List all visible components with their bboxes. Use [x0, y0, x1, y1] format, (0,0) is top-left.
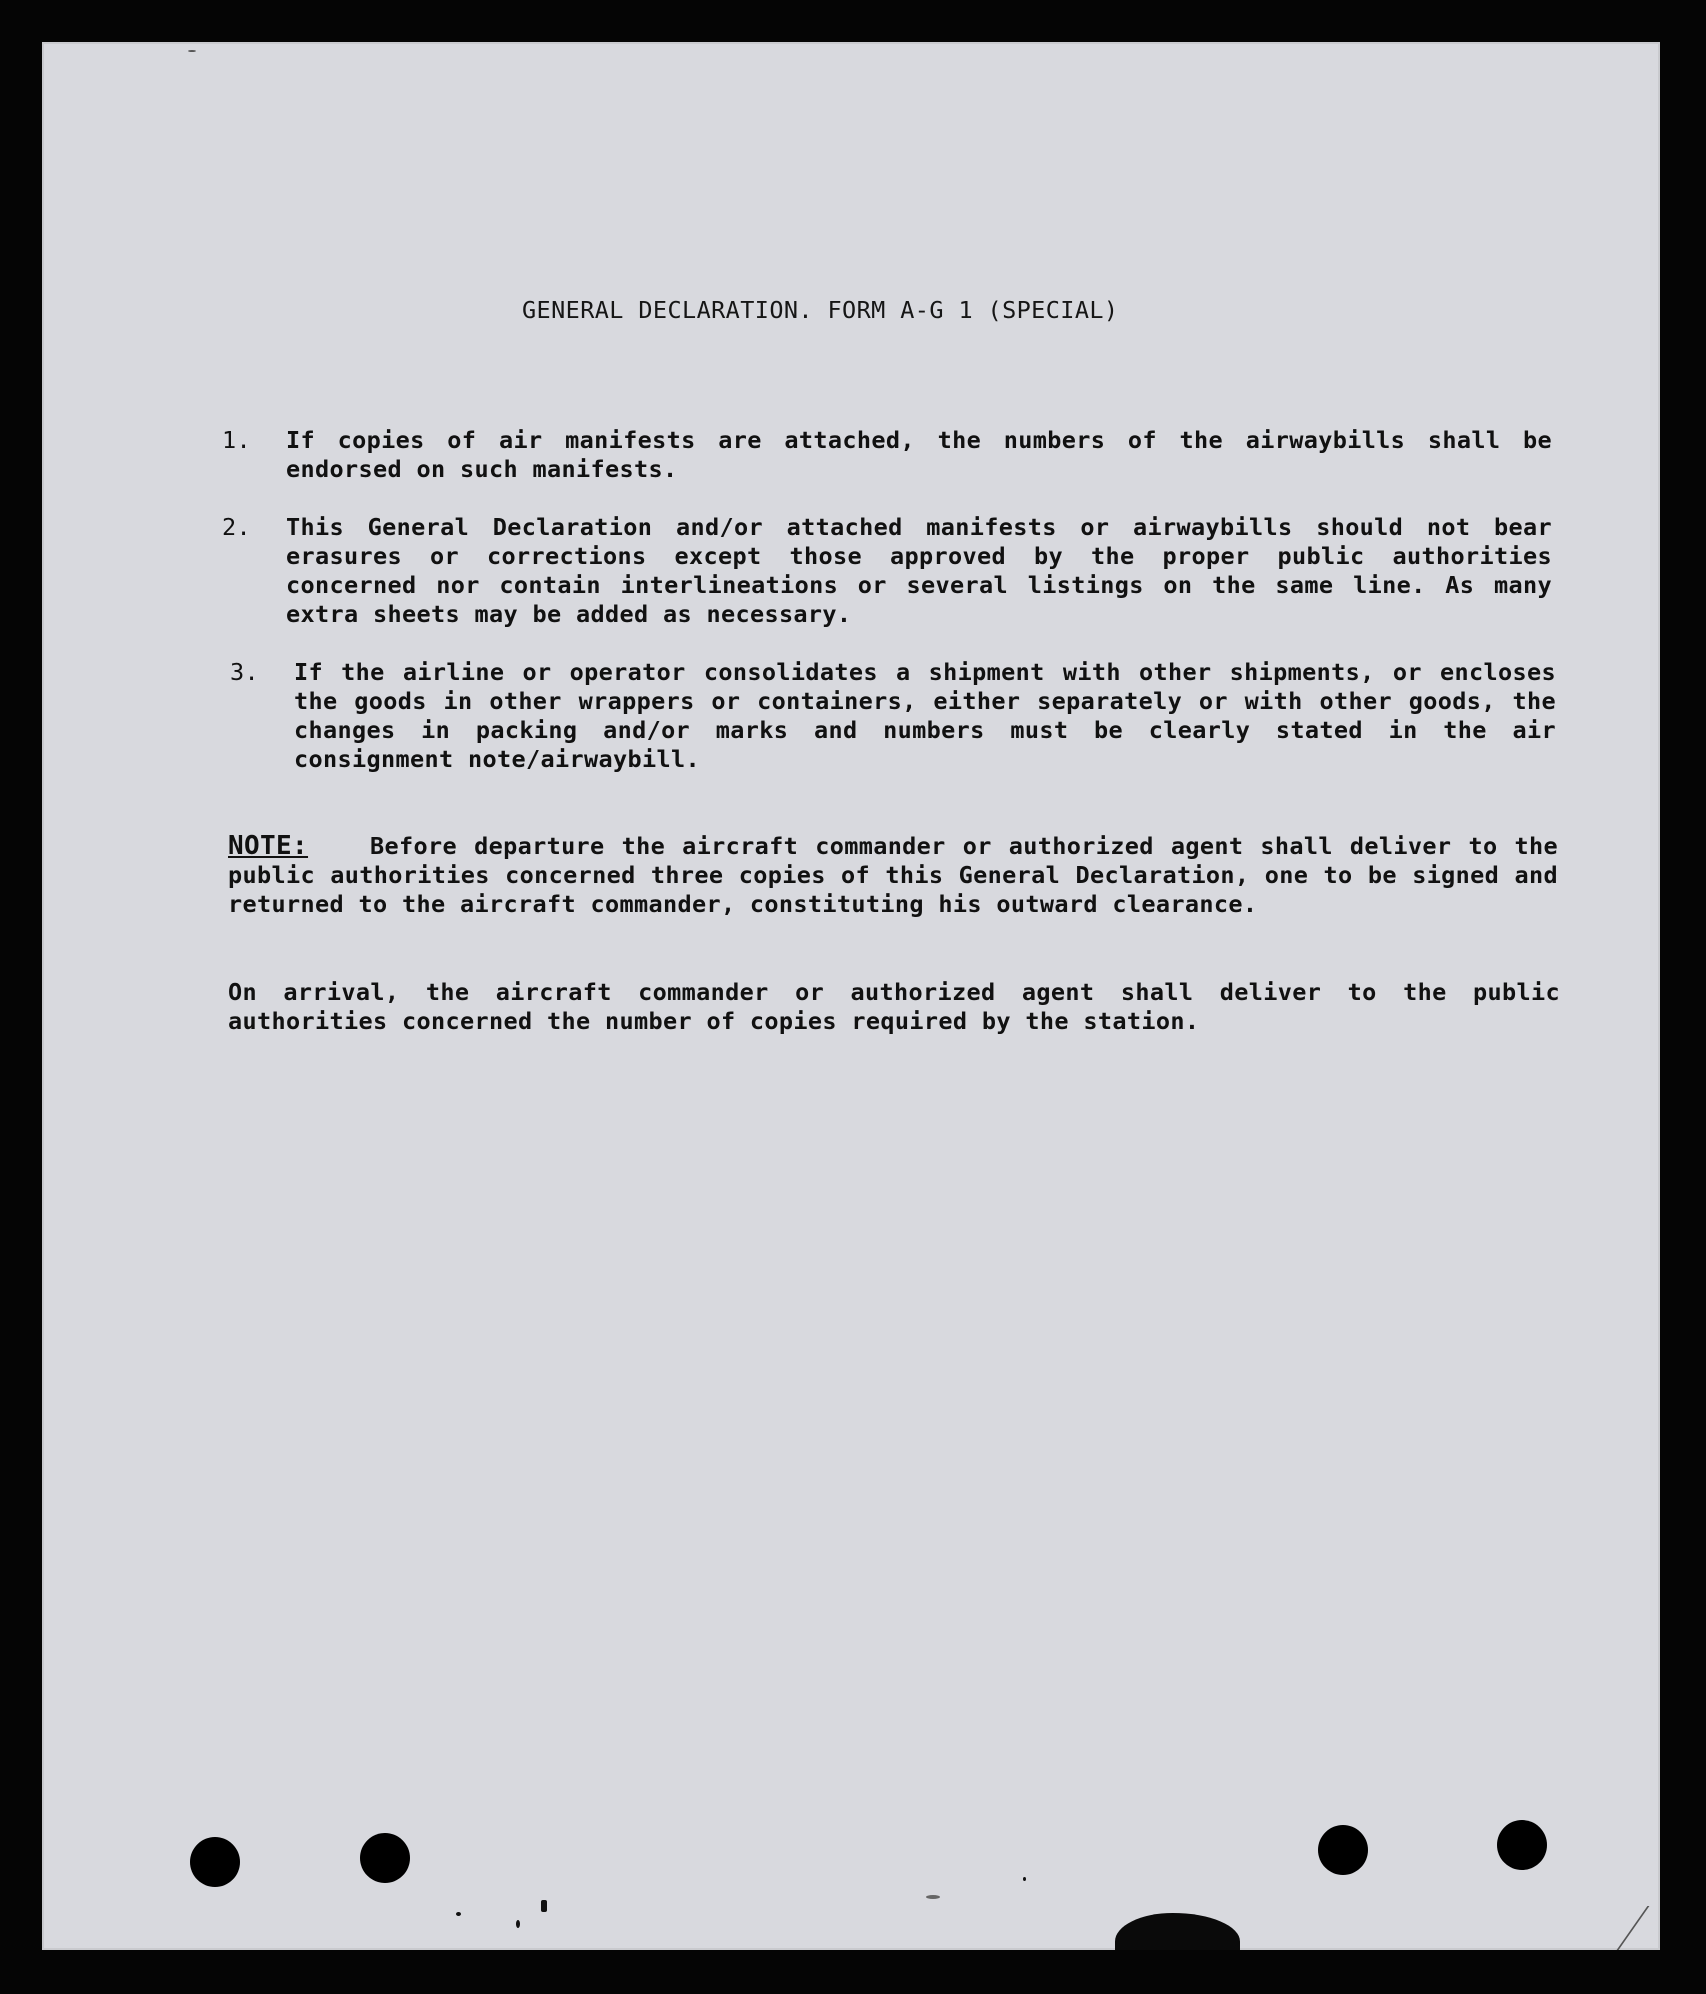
paper-sheet	[42, 42, 1660, 1950]
punch-hole-left-2	[360, 1833, 410, 1883]
item-text: This General Declaration and/or attached manifests or airwaybills should not bear erasures or corrections except those approved by the proper public authorities concerned nor contain interlineations or several listings on the same line. As many extra sheets may be added as necessary.	[286, 513, 1552, 628]
punch-hole-right-1	[1318, 1825, 1368, 1875]
note-paragraph	[228, 832, 1558, 919]
document-title: GENERAL DECLARATION. FORM A-G 1 (SPECIAL)	[522, 296, 1119, 324]
item-number: 3.	[230, 658, 259, 686]
scan-speck	[541, 1900, 547, 1912]
item-number: 2.	[222, 513, 251, 541]
punch-hole-right-2	[1497, 1820, 1547, 1870]
punch-hole-left-1	[190, 1837, 240, 1887]
item-number: 1.	[222, 426, 251, 454]
scan-speck	[1023, 1877, 1026, 1881]
arrival-paragraph: On arrival, the aircraft commander or authorized agent shall deliver to the public authorities concerned the number of copies required by the station.	[228, 978, 1560, 1035]
scan-speck	[926, 1895, 940, 1899]
item-text: If copies of air manifests are attached, the numbers of the airwaybills shall be endorsed on such manifests.	[286, 426, 1552, 483]
scan-speck	[456, 1912, 461, 1916]
note-text: Before departure the aircraft commander or authorized agent shall deliver to the public authorities concerned three copies of this General Declaration, one to be signed and returned to the aircraft commander, constituting his outward clearance.	[228, 832, 1558, 918]
item-text: If the airline or operator consolidates a shipment with other shipments, or encloses the goods in other wrappers or containers, either separately or with other goods, the changes in packing and/or marks and numbers must be clearly stated in the air consignment note/airwaybill.	[294, 658, 1556, 773]
scan-speck	[188, 50, 196, 52]
note-label: NOTE:	[228, 831, 309, 861]
scan-speck	[516, 1920, 520, 1928]
